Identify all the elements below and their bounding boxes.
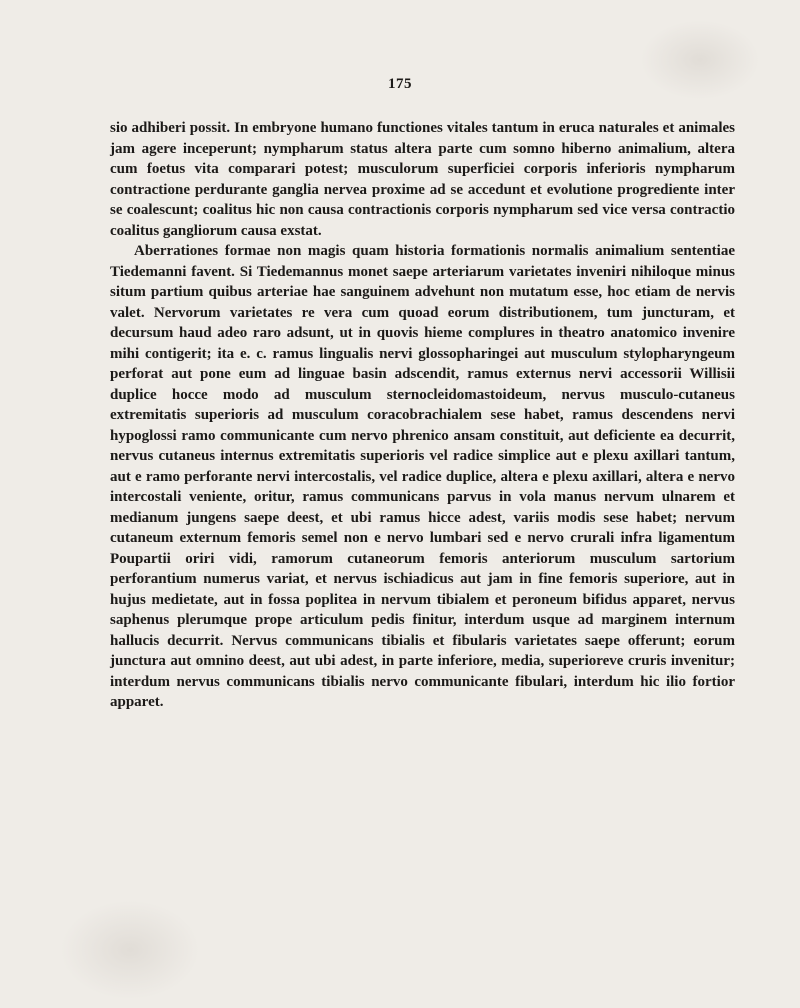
paragraph-1: sio adhiberi possit. In embryone humano functiones vitales tantum in eruca naturales et animales jam agere inceperunt; nympharum status altera parte cum somno hiberno animalium, altera cum foetus vita comparari potest; musculorum superficiei corporis inferioris nympharum contractione perdurante ganglia nervea proxime ad se accedunt et evolutione progrediente inter se coalescunt; coalitus hic non causa contractionis corporis nympharum sed vice versa contractio coalitus gangliorum causa exstat. bbox=[110, 120, 735, 239]
paper-stain bbox=[60, 900, 200, 1000]
page-number: 175 bbox=[388, 76, 412, 92]
body-text bbox=[110, 118, 735, 713]
paragraph-2: Aberrationes formae non magis quam historia formationis normalis animalium sententiae Tiedemanni favent. Si Tiedemannus monet saepe arteriarum varietates inveniri nihiloque minus situm partium quibus arteriae hae sanguinem advehunt non mutatum esse, hoc etiam de nervis valet. Nervorum varietates re vera cum quoad eorum distributionem, tum juncturam, et decursum haud adeo raro adsunt, ut in quovis hieme complures in theatro anatomico invenire mihi contigerit; ita e. c. ramus lingualis nervi glossopharingei aut musculum stylopharyngeum perforat aut pone eum ad linguae basin adscendit, ramus externus nervi accessorii Willisii duplice hocce modo ad musculum sternocleidomastoideum, nervus musculo-cutaneus extremitatis superioris ad musculum coracobrachialem sese habet, ramus descendens nervi hypoglossi ramo communicante cum nervo phrenico ansam constituit, aut deficiente ea decurrit, nervus cutaneus internus extremitatis superioris vel radice simplice aut e plexu axillari tantum, aut e ramo perforante nervi intercostalis, vel radice duplice, altera e plexu axillari, altera e nervo intercostali veniente, oritur, ramus communicans parvus in vola manus nervum ulnarem et medianum jungens saepe deest, et ubi ramus hicce adest, variis modis sese habet; nervum cutaneum externum femoris semel non e nervo lumbari sed e nervo crurali infra ligamentum Poupartii oriri vidi, ramorum cutaneorum femoris anteriorum musculum sartorium perforantium numerus variat, et nervus ischiadicus aut jam in fine femoris superiore, aut in hujus medietate, aut in fossa poplitea in nervum tibialem et peroneum bifidus apparet, nervus saphenus plerumque prope articulum pedis finitur, interdum usque ad marginem internum hallucis decurrit. Nervus communicans tibialis et fibularis varietates saepe offerunt; eorum junctura aut omnino deest, aut ubi adest, in parte inferiore, media, superioreve cruris invenitur; interdum nervus communicans tibialis nervo communicante fibulari, interdum hic ilio fortior apparet. bbox=[110, 243, 735, 710]
